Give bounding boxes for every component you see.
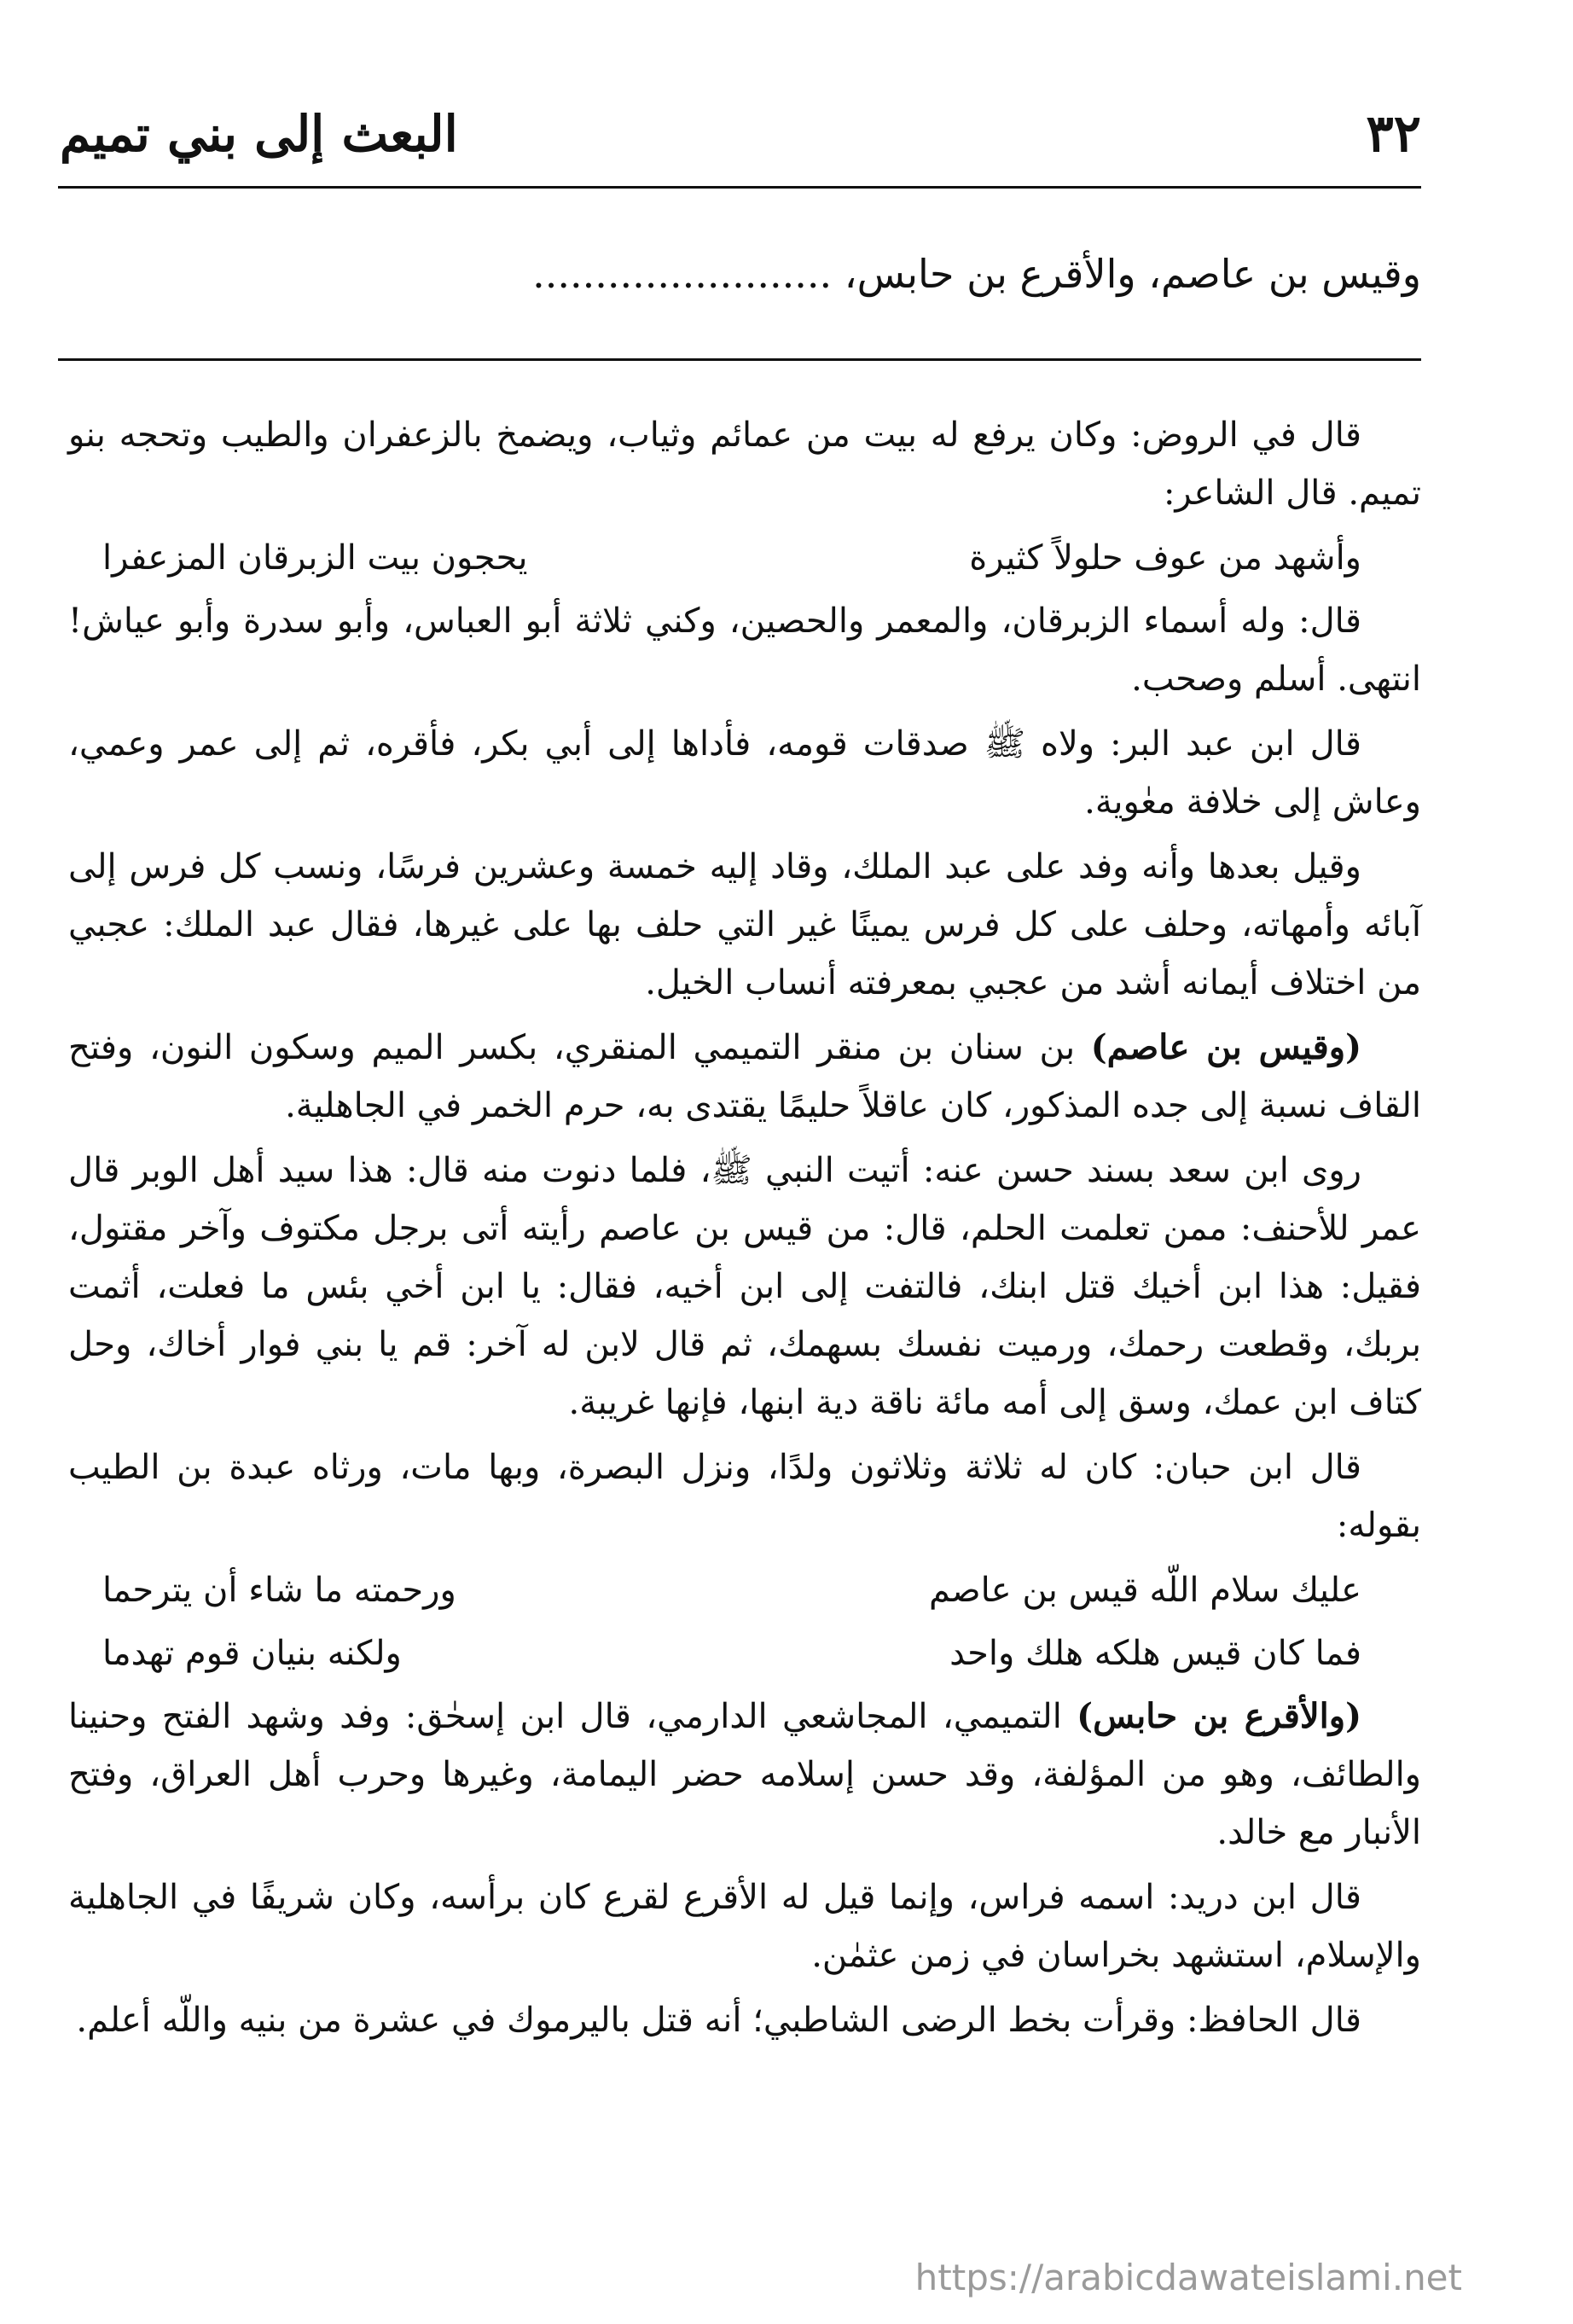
paragraph-7: قال ابن حبان: كان له ثلاثة وثلاثون ولدًا، ونزل البصرة، وبها مات، ورثاه عبدة بن الطيب بقوله: [68, 1448, 1421, 1545]
verse-3-first-hemistich: فما كان قيس هلكه هلك واحد [949, 1634, 1361, 1673]
paragraph-2: قال: وله أسماء الزبرقان، والمعمر والحصين، وكني ثلاثة أبو العباس، وأبو سدرة وأبو عياش! انتهى. أسلم وصحب. [68, 601, 1421, 699]
running-title: البعث إلى بني تميم [60, 105, 458, 163]
paragraph-5-text: بن سنان بن منقر التميمي المنقري، بكسر الميم وسكون النون، وفتح القاف نسبة إلى جده المذكور، كان عاقلاً حليمًا يقتدى به، حرم الخمر في الجاهلية. [68, 1028, 1421, 1125]
verse-1-second-hemistich: يحجون بيت الزبرقان المزعفرا [102, 538, 528, 578]
verse-2 [68, 1561, 1421, 1619]
paragraph-10: قال الحافظ: وقرأت بخط الرضى الشاطبي؛ أنه قتل باليرموك في عشرة من بنيه واللّه أعلم. [76, 2001, 1361, 2040]
watermark-url: https://arabicdawateislami.net [914, 2257, 1462, 2298]
verse-3 [68, 1624, 1421, 1682]
paragraph-1: قال في الروض: وكان يرفع له بيت من عمائم وثياب، ويضمخ بالزعفران والطيب وتحجه بنو تميم. قال الشاعر: [68, 415, 1421, 513]
verse-1-first-hemistich: وأشهد من عوف حلولاً كثيرة [969, 538, 1361, 578]
matn-ellipsis: ........................ [532, 251, 833, 297]
matn-rule [58, 358, 1421, 361]
paragraph-9: قال ابن دريد: اسمه فراس، وإنما قيل له الأقرع لقرع كان برأسه، وكان شريفًا في الجاهلية والإسلام، استشهد بخراسان في زمن عثمٰن. [68, 1878, 1421, 1975]
matn-line [58, 244, 1421, 304]
verse-1 [68, 529, 1421, 587]
paragraph-3: قال ابن عبد البر: ولاه ﷺ صدقات قومه، فأداها إلى أبي بكر، فأقره، ثم إلى عمر وعمي، وعاش إلى خلافة معٰوية. [68, 724, 1421, 822]
paragraph-5 [68, 1019, 1421, 1135]
commentary-body [68, 406, 1421, 2056]
page-number: ٣٢ [1366, 104, 1421, 164]
paragraph-8 [68, 1688, 1421, 1862]
matn-text: وقيس بن عاصم، والأقرع بن حابس، [844, 251, 1421, 297]
page-header [60, 96, 1421, 172]
header-rule [58, 186, 1421, 189]
verse-2-second-hemistich: ورحمته ما شاء أن يترحما [102, 1571, 456, 1610]
verse-2-first-hemistich: عليك سلام اللّه قيس بن عاصم [928, 1571, 1361, 1610]
paragraph-6: روى ابن سعد بسند حسن عنه: أتيت النبي ﷺ، فلما دنوت منه قال: هذا سيد أهل الوبر قال عمر للأحنف: ممن تعلمت الحلم، قال: من قيس بن عاصم رأيته أتى برجل مكتوف وآخر مقتول، فقيل: هذا ابن أخيك قتل ابنك، فالتفت إلى ابن أخيه، فقال: يا ابن أخي بئس ما فعلت، أثمت بربك، وقطعت رحمك، ورميت نفسك بسهمك، ثم قال لابن له آخر: قم يا بني فوار أخاك، وحل كتاف ابن عمك، وسق إلى أمه مائة ناقة دية ابنها، فإنها غريبة. [68, 1151, 1421, 1422]
heading-qays-ibn-asim: (وقيس بن عاصم) [1090, 1027, 1361, 1067]
verse-3-second-hemistich: ولكنه بنيان قوم تهدما [102, 1634, 402, 1673]
paragraph-8-text: التميمي، المجاشعي الدارمي، قال ابن إسحٰق: وفد وشهد الفتح وحنينا والطائف، وهو من المؤلفة، وقد حسن إسلامه حضر اليمامة، وغيرها وحرب أهل العراق، وفتح الأنبار مع خالد. [68, 1697, 1421, 1852]
heading-aqra-ibn-habis: (والأقرع بن حابس) [1077, 1696, 1361, 1736]
paragraph-4: وقيل بعدها وأنه وفد على عبد الملك، وقاد إليه خمسة وعشرين فرسًا، ونسب كل فرس إلى آبائه وأمهاته، وحلف على كل فرس يمينًا غير التي حلف بها على غيرها، فقال عبد الملك: عجبي من اختلاف أيمانه أشد من عجبي بمعرفته أنساب الخيل. [68, 847, 1421, 1002]
